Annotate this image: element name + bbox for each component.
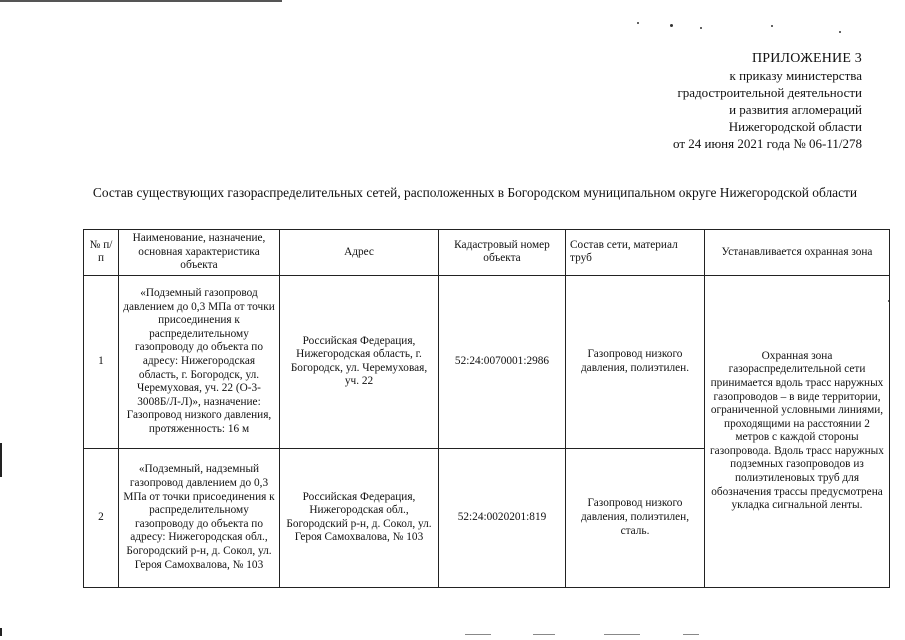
- cell-name: «Подземный газопровод давлением до 0,3 МПа от точки присоединения к распределительному газопроводу до объекта по адресу: Нижегородская область, г. Богородск, ул. Черемуховая, уч. 22 (О-3-3008Б/Л-Л)», назначение: Газопровод низкого давления, протяженность: 16 м: [119, 275, 280, 448]
- scan-speck: [771, 25, 773, 27]
- cell-address: Российская Федерация, Нижегородская обл., Богородский р-н, д. Сокол, ул. Героя Самохвалова, № 103: [280, 448, 439, 587]
- header-address: Адрес: [280, 230, 439, 276]
- table-row: [84, 275, 890, 448]
- appendix-line: градостроительной деятельности: [677, 85, 862, 100]
- cell-network: Газопровод низкого давления, полиэтилен.: [566, 275, 705, 448]
- document-title: Состав существующих газораспределительных сетей, расположенных в Богородском муниципальном округе Нижегородской области: [92, 185, 858, 200]
- cell-network: Газопровод низкого давления, полиэтилен, сталь.: [566, 448, 705, 587]
- header-network: Состав сети, материал труб: [566, 230, 705, 276]
- cell-name: «Подземный, надземный газопровод давлением до 0,3 МПа от точки присоединения к распределительному газопроводу до объекта по адресу: Нижегородская обл., Богородский р-н, д. Сокол, ул. Героя Самохвалова, № 103: [119, 448, 280, 587]
- appendix-heading: ПРИЛОЖЕНИЕ 3: [751, 51, 862, 66]
- cell-number: 1: [84, 275, 119, 448]
- cell-number: 2: [84, 448, 119, 587]
- scan-dash: [683, 634, 699, 635]
- networks-table: [83, 229, 890, 588]
- header-number: № п/п: [84, 230, 119, 276]
- table-header-row: [84, 230, 890, 276]
- appendix-block: [673, 50, 862, 152]
- appendix-line: Нижегородской области: [728, 119, 862, 134]
- scan-speck: [670, 24, 673, 27]
- cell-protection-zone: Охранная зона газораспределительной сети принимается вдоль трасс наружных газопроводов – в виде территории, ограниченной условными линиями, проходящими на расстоянии 2 метров с каждой стороны газопровода. Вдоль трасс наружных подземных газопроводов из полиэтиленовых труб для обозначения трассы предусмотрена укладка сигнальной ленты.: [705, 275, 890, 587]
- header-protection-zone: Устанавливается охранная зона: [705, 230, 890, 276]
- scan-speck: [637, 22, 639, 24]
- scan-dash: [465, 634, 491, 635]
- scan-edge-mark: [0, 628, 2, 636]
- header-name: Наименование, назначение, основная характеристика объекта: [119, 230, 280, 276]
- cell-cadastral: 52:24:0020201:819: [439, 448, 566, 587]
- scan-edge-line: [0, 0, 282, 2]
- scan-edge-mark: [0, 443, 2, 477]
- appendix-line: от 24 июня 2021 года № 06-11/278: [673, 136, 862, 151]
- header-cadastral: Кадастровый номер объекта: [439, 230, 566, 276]
- scan-dash: [533, 634, 555, 635]
- cell-address: Российская Федерация, Нижегородская область, г. Богородск, ул. Черемуховая, уч. 22: [280, 275, 439, 448]
- cell-cadastral: 52:24:0070001:2986: [439, 275, 566, 448]
- scan-dash: [604, 634, 640, 635]
- scan-speck: [700, 27, 702, 29]
- scan-speck: [839, 31, 841, 33]
- appendix-line: к приказу министерства: [729, 68, 862, 83]
- appendix-line: и развития агломераций: [729, 102, 862, 117]
